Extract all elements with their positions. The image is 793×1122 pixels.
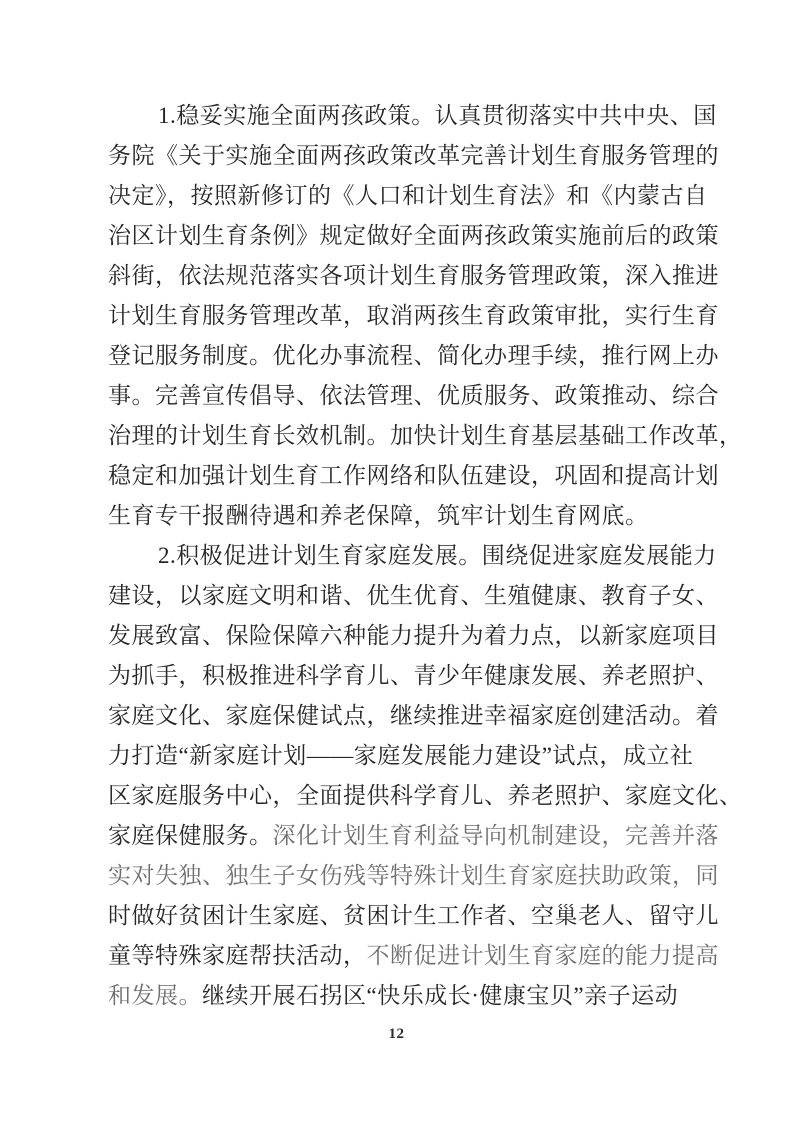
text-line [108, 896, 719, 936]
text-line [108, 576, 719, 616]
text-segment: 力打造“新家庭计划——家庭发展能力建设”试点，成立社 [108, 743, 694, 768]
text-line [108, 176, 708, 216]
text-line [108, 96, 717, 136]
text-segment: 决定》，按照新修订的《人口和计划生育法》和《内蒙古自 [108, 183, 708, 208]
text-segment: 和发展。 [108, 983, 202, 1008]
text-segment: 务院《关于实施全面两孩政策改革完善计划生育服务管理的 [108, 143, 719, 168]
text-line [108, 656, 719, 696]
text-line [108, 376, 719, 416]
text-line [108, 136, 719, 176]
text-segment: 时做好贫困计生家庭、贫困计生工作者、空巢老人、留守儿 [108, 903, 719, 928]
text-segment: 治区计划生育条例》规定做好全面两孩政策实施前后的政策 [108, 223, 719, 248]
paragraph [108, 536, 743, 1016]
text-line [108, 336, 719, 376]
text-segment: 家庭保健服务。 [108, 823, 273, 848]
text-segment: 家庭文化、家庭保健试点，继续推进幸福家庭创建活动。着 [108, 703, 719, 728]
text-line [108, 816, 719, 856]
text-segment: 斜街，依法规范落实各项计划生育服务管理政策，深入推进 [108, 263, 719, 288]
text-segment: 童等特殊家庭帮扶活动， [108, 943, 367, 968]
text-segment: 登记服务制度。优化办事流程、简化办理手续，推行网上办 [108, 343, 719, 368]
text-line [108, 616, 719, 656]
text-line [108, 256, 719, 296]
text-line [108, 456, 719, 496]
text-segment: 1.稳妥实施全面两孩政策。认真贯彻落实中共中央、国 [158, 103, 717, 128]
text-line [108, 936, 719, 976]
text-line [108, 416, 743, 456]
text-segment: 发展致富、保险保障六种能力提升为着力点，以新家庭项目 [108, 623, 719, 648]
text-segment: 生育专干报酬待遇和养老保障，筑牢计划生育网底。 [108, 503, 649, 528]
text-segment: 不断促进计划生育家庭的能力提高 [366, 943, 719, 968]
text-line [108, 496, 690, 536]
text-segment: 实对失独、独生子女伤残等特殊计划生育家庭扶助政策，同 [108, 863, 719, 888]
text-segment: 建设，以家庭文明和谐、优生优育、生殖健康、教育子女、 [108, 583, 719, 608]
text-line [108, 216, 719, 256]
text-line [108, 736, 694, 776]
text-segment: 继续开展石拐区“快乐成长·健康宝贝”亲子运动 [202, 983, 679, 1008]
document-body [108, 96, 743, 1016]
text-line [108, 296, 719, 336]
text-line [108, 776, 743, 816]
text-line [108, 856, 719, 896]
text-line [108, 696, 719, 736]
text-line [108, 976, 690, 1016]
text-segment: 计划生育服务管理改革，取消两孩生育政策审批，实行生育 [108, 303, 719, 328]
page-number: 12 [388, 1026, 405, 1042]
text-segment: 区家庭服务中心，全面提供科学育儿、养老照护、家庭文化、 [108, 783, 743, 808]
text-segment: 深化计划生育利益导向机制建设，完善并落 [272, 823, 719, 848]
text-segment: 为抓手，积极推进科学育儿、青少年健康发展、养老照护、 [108, 663, 719, 688]
text-line [108, 536, 717, 576]
text-segment: 治理的计划生育长效机制。加快计划生育基层基础工作改革， [108, 423, 743, 448]
text-segment: 稳定和加强计划生育工作网络和队伍建设，巩固和提高计划 [108, 463, 719, 488]
paragraph [108, 96, 743, 536]
text-segment: 2.积极促进计划生育家庭发展。围绕促进家庭发展能力 [158, 543, 717, 568]
text-segment: 事。完善宣传倡导、依法管理、优质服务、政策推动、综合 [108, 383, 719, 408]
